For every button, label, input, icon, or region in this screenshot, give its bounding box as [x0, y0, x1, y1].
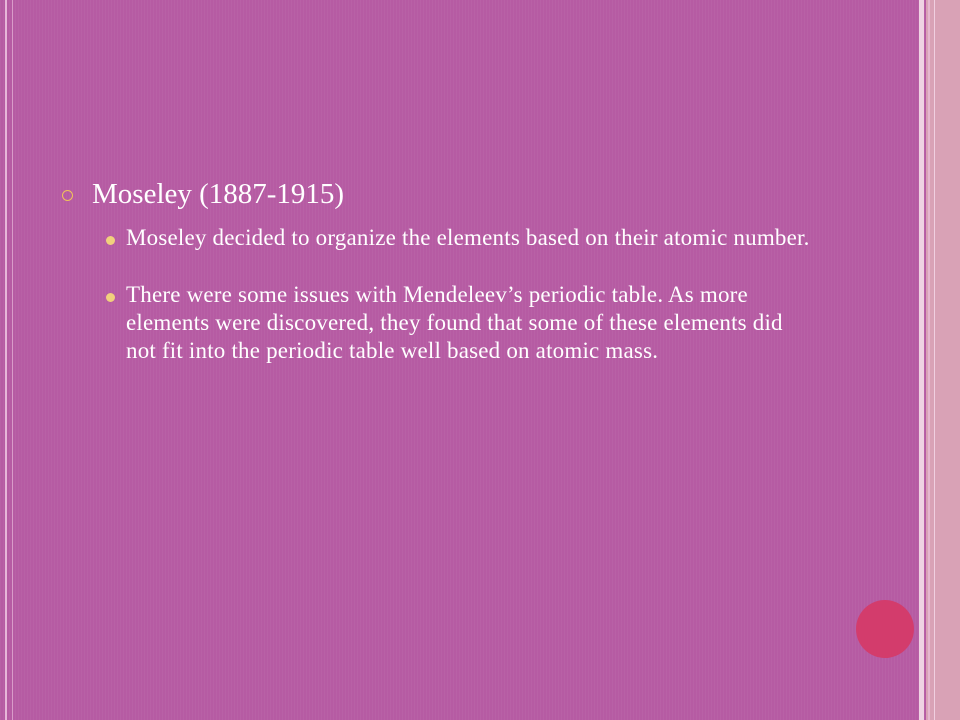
left-border-line-thin: [12, 0, 13, 720]
left-border-line: [5, 0, 7, 720]
list-item: [106, 224, 818, 252]
heading-row: [58, 176, 818, 212]
dot-bullet-icon: [106, 236, 115, 245]
ring-bullet-icon: [62, 190, 73, 201]
right-decorative-line: [919, 0, 924, 720]
slide-content: [58, 176, 818, 365]
right-decorative-band: [926, 0, 960, 720]
decorative-circle: [856, 600, 914, 658]
bullet-text: There were some issues with Mendeleev’s periodic table. As more elements were discovered, they found that some of these elements did not fit into the periodic table well based on atomic mass.: [126, 282, 783, 363]
slide-heading: Moseley (1887-1915): [92, 178, 345, 210]
right-decorative-line: [928, 0, 930, 720]
right-decorative-line: [934, 0, 935, 720]
bullet-text: Moseley decided to organize the elements based on their atomic number.: [126, 225, 810, 250]
list-item: [106, 281, 818, 365]
dot-bullet-icon: [106, 293, 115, 302]
